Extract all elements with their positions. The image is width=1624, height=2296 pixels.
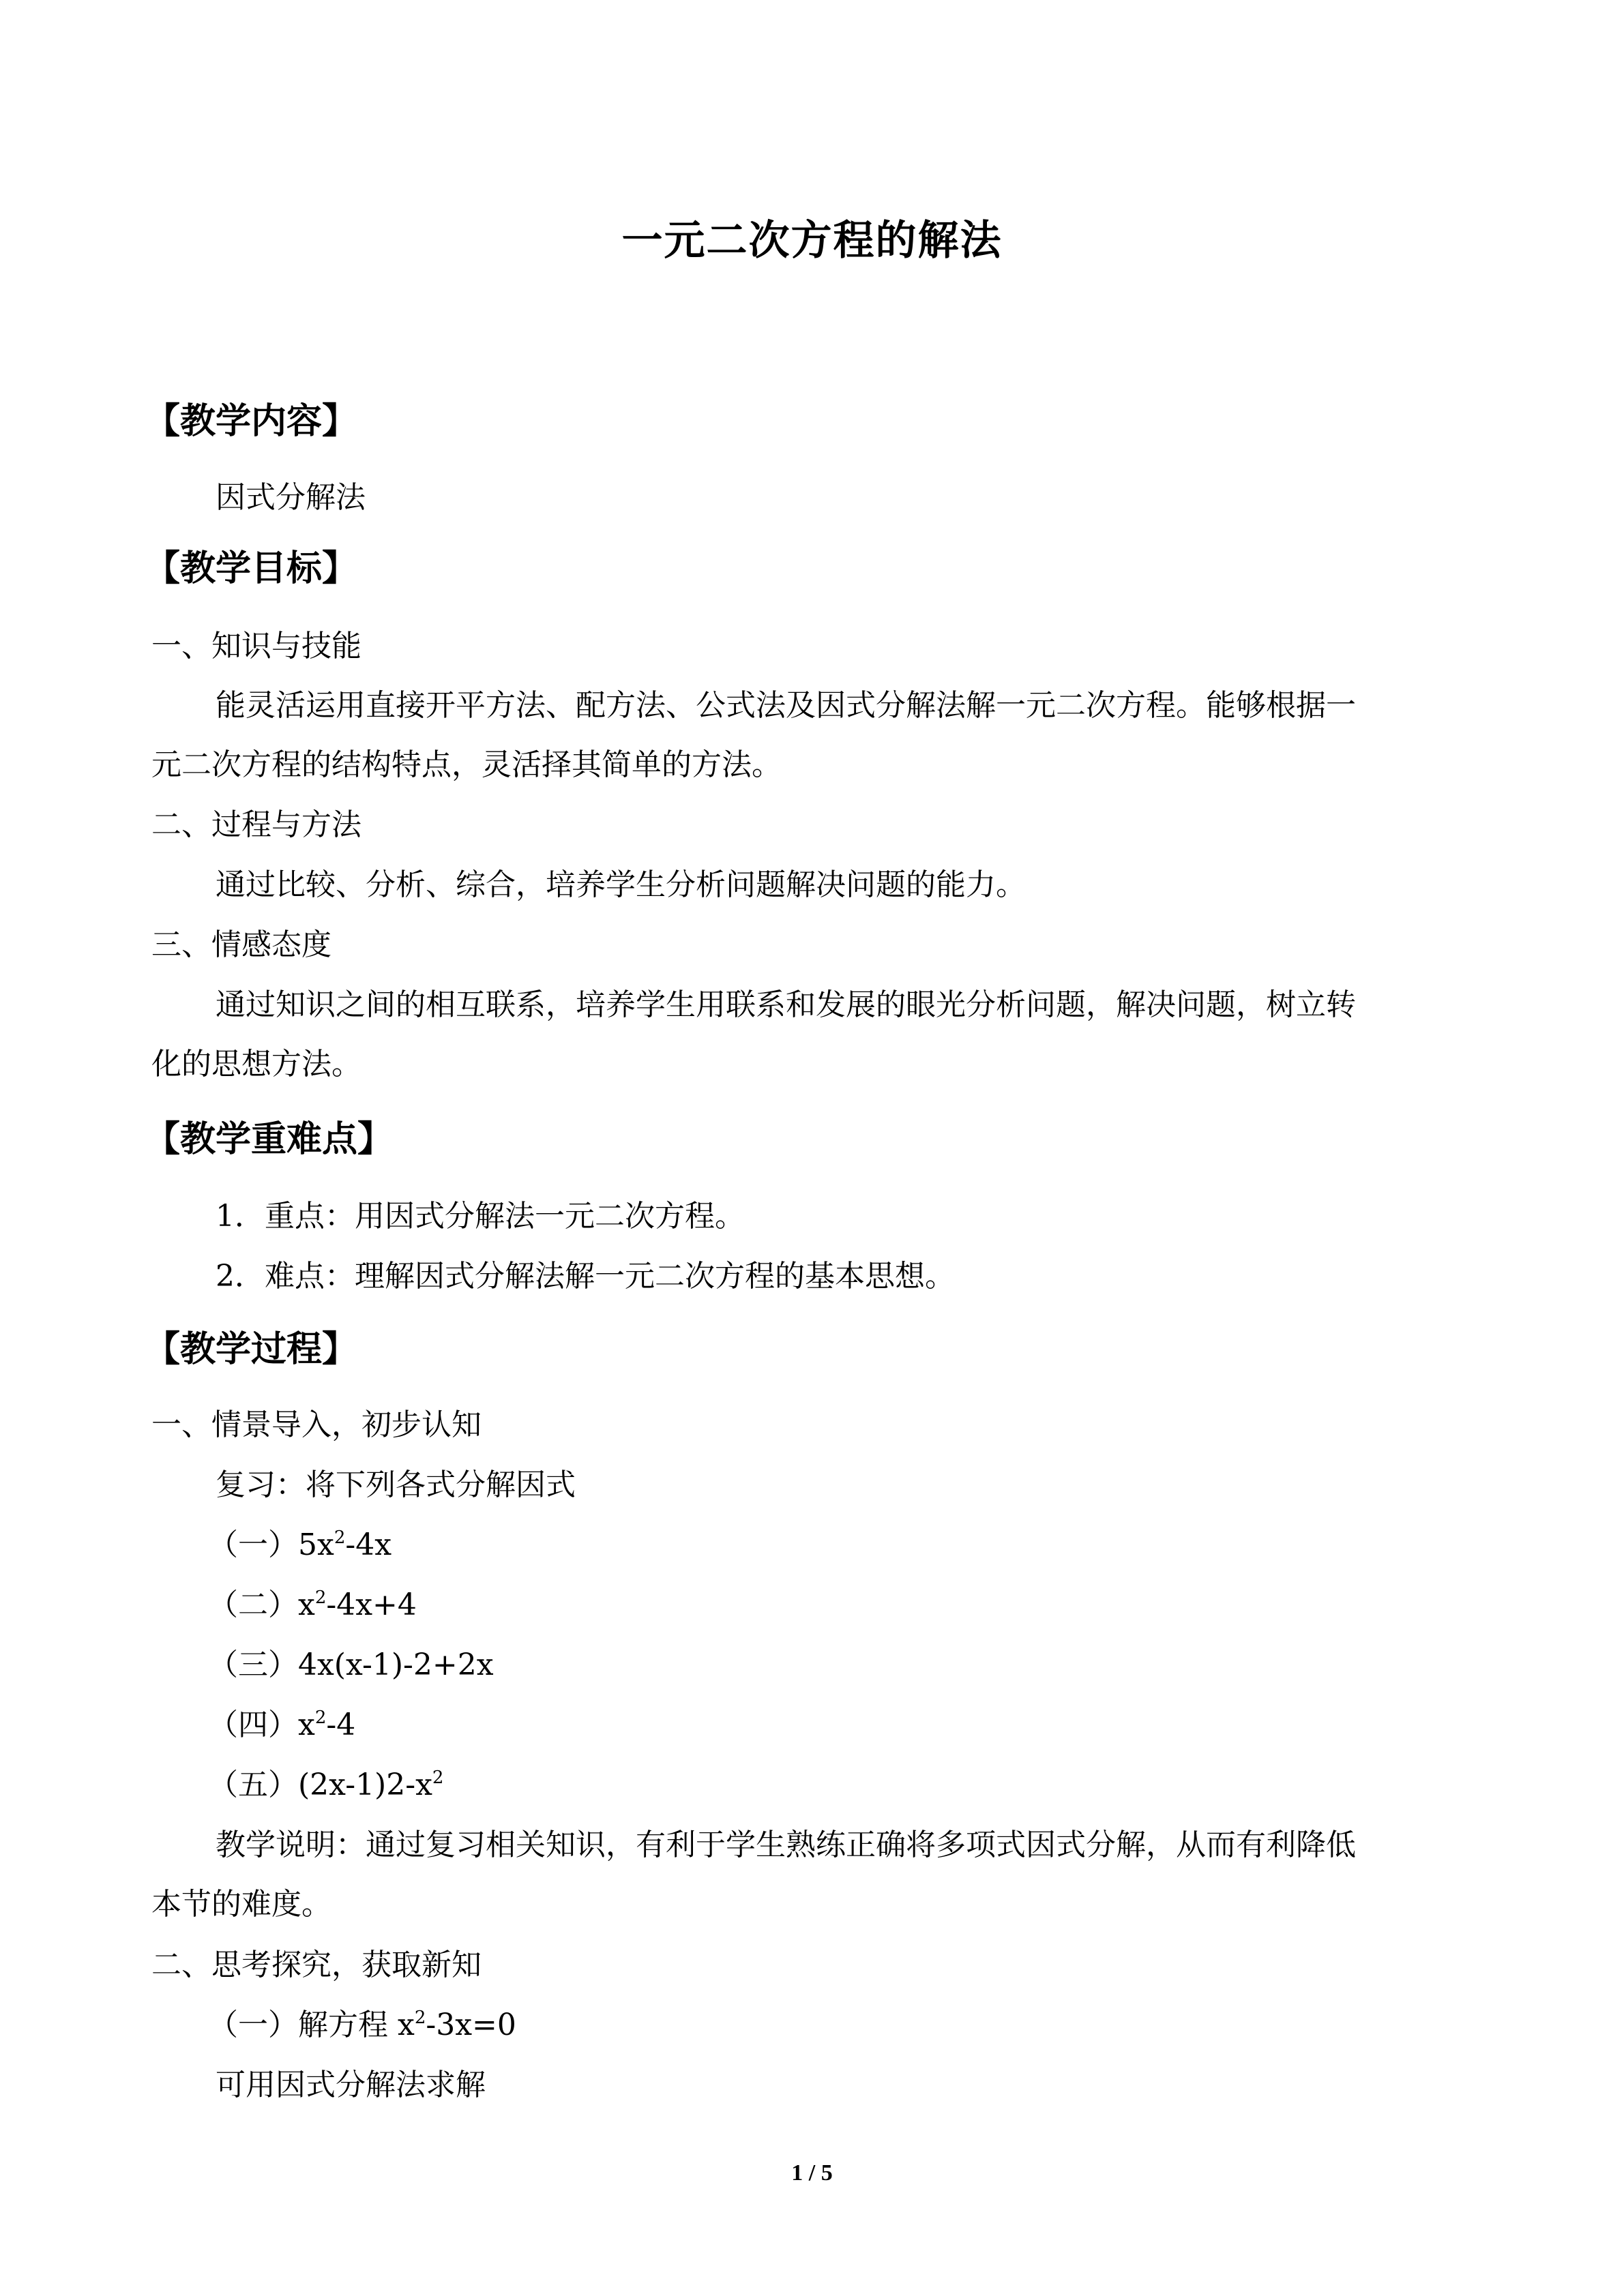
review-item-1	[208, 1527, 392, 1562]
page-number: 1 / 5	[791, 2160, 833, 2186]
superscript: 2	[334, 1527, 346, 1548]
review-item-5-base: （五）(2x-1)2-x	[208, 1768, 432, 1802]
key-point-2: 2．难点：理解因式分解法解一元二次方程的基本思想。	[216, 1259, 955, 1294]
equation-1-method: 可用因式分解法求解	[216, 2068, 486, 2102]
section-heading-goals: 【教学目标】	[145, 548, 358, 589]
knowledge-line-1: 能灵活运用直接开平方法、配方法、公式法及因式分解法解一元二次方程。能够根据一	[216, 688, 1356, 723]
key-point-1: 1．重点：用因式分解法一元二次方程。	[216, 1199, 745, 1234]
review-item-4-base: （四）x	[208, 1708, 315, 1742]
teaching-note-line-1: 教学说明：通过复习相关知识，有利于学生熟练正确将多项式因式分解，从而有利降低	[216, 1828, 1356, 1862]
review-item-2	[208, 1587, 417, 1622]
emotion-label: 三、情感态度	[151, 927, 331, 962]
equation-1-base: （一）解方程 x	[208, 2008, 415, 2042]
superscript: 2	[314, 1708, 327, 1728]
section-heading-content: 【教学内容】	[145, 400, 358, 442]
document-title: 一元二次方程的解法	[621, 217, 1003, 265]
review-item-3: （三）4x(x-1)-2+2x	[208, 1648, 494, 1682]
step1-label: 一、情景导入，初步认知	[151, 1407, 482, 1442]
review-text: 复习：将下列各式分解因式	[216, 1467, 576, 1502]
emotion-line-2: 化的思想方法。	[151, 1047, 361, 1082]
section-heading-keypoints: 【教学重难点】	[145, 1118, 394, 1160]
equation-1	[208, 2010, 516, 2040]
step2-label: 二、思考探究，获取新知	[151, 1948, 482, 1982]
superscript: 2	[432, 1768, 444, 1788]
emotion-line-1: 通过知识之间的相互联系，培养学生用联系和发展的眼光分析问题，解决问题，树立转	[216, 987, 1356, 1022]
superscript: 2	[314, 1587, 327, 1608]
review-item-5	[208, 1770, 443, 1800]
review-item-2-rest: -4x+4	[326, 1587, 417, 1622]
process-label: 二、过程与方法	[151, 807, 361, 842]
review-item-2-base: （二）x	[208, 1587, 315, 1622]
equation-1-rest: -3x=0	[426, 2008, 516, 2042]
teaching-note-line-2: 本节的难度。	[151, 1887, 331, 1922]
knowledge-label: 一、知识与技能	[151, 629, 361, 664]
superscript: 2	[414, 2008, 426, 2028]
review-item-4	[208, 1710, 355, 1740]
section-heading-process: 【教学过程】	[145, 1328, 358, 1370]
knowledge-line-2: 元二次方程的结构特点，灵活择其简单的方法。	[151, 747, 782, 782]
review-item-1-base: （一）5x	[208, 1527, 334, 1562]
review-item-1-rest: -4x	[345, 1527, 392, 1562]
process-text: 通过比较、分析、综合，培养学生分析问题解决问题的能力。	[216, 867, 1026, 902]
content-text: 因式分解法	[216, 480, 366, 515]
review-item-4-rest: -4	[326, 1708, 356, 1742]
